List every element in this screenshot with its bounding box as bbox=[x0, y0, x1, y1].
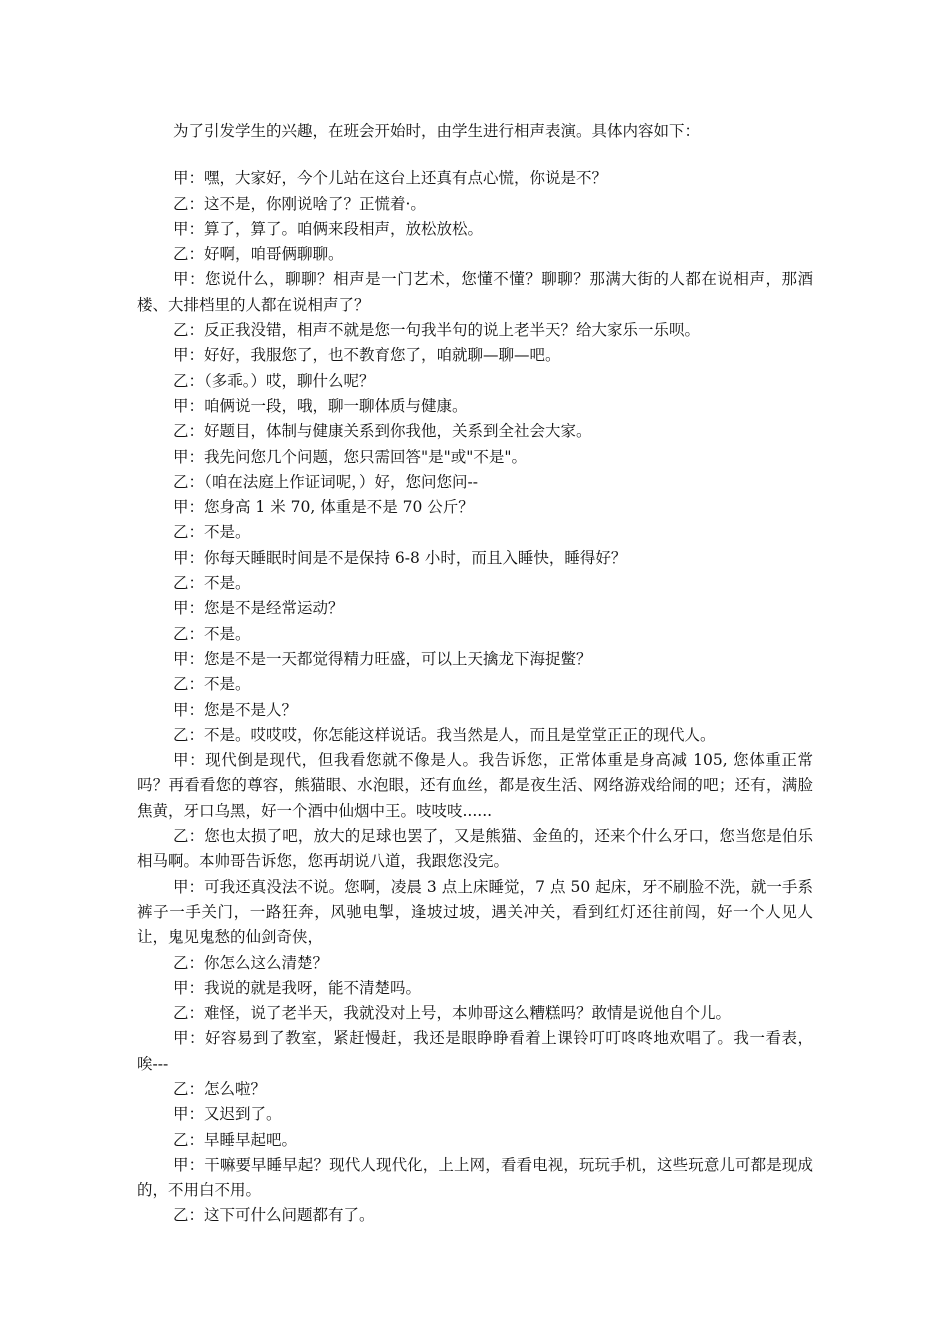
document-page bbox=[137, 119, 813, 1229]
dialogue-line: 甲：您是不是经常运动？ bbox=[173, 599, 344, 618]
dialogue-line: 乙：好题目，体制与健康关系到你我他，关系到全社会大家。 bbox=[173, 422, 592, 441]
dialogue-line: 乙：您也太损了吧，放大的足球也罢了，又是熊猫、金鱼的，还来个什么牙口，您当您是伯乐相马啊。本帅哥告诉您，您再胡说八道，我跟您没完。 bbox=[137, 827, 813, 871]
dialogue-line: 乙：好啊，咱哥俩聊聊。 bbox=[173, 245, 344, 264]
dialogue-line: 乙：难怪，说了老半天，我就没对上号，本帅哥这么糟糕吗？敢情是说他自个儿。 bbox=[173, 1004, 732, 1023]
dialogue-line: 乙：反正我没错，相声不就是您一句我半句的说上老半天？给大家乐一乐呗。 bbox=[173, 321, 701, 340]
dialogue-line: 乙：这下可什么问题都有了。 bbox=[173, 1206, 375, 1225]
dialogue-line: 甲：算了，算了。咱俩来段相声，放松放松。 bbox=[173, 219, 484, 238]
dialogue-line: 甲：咱俩说一段，哦，聊一聊体质与健康。 bbox=[173, 396, 468, 415]
dialogue-line: 乙：不是。 bbox=[173, 523, 251, 542]
dialogue-line: 乙：不是。 bbox=[173, 624, 251, 643]
dialogue-line: 甲：好容易到了教室，紧赶慢赶，我还是眼睁睁看着上课铃叮叮咚咚地欢唱了。我一看表，唉--- bbox=[137, 1029, 813, 1073]
dialogue-line: 甲：您是不是一天都觉得精力旺盛，可以上天擒龙下海捉鳖？ bbox=[173, 649, 592, 668]
dialogue-line: 甲：现代倒是现代，但我看您就不像是人。我告诉您，正常体重是身高减 105, 您体重正常吗？再看看您的尊容，熊猫眼、水泡眼，还有血丝，都是夜生活、网络游戏给闹的吧；还有，满脸焦黄，牙口乌黑，好一个酒中仙烟中王。吱吱吱...... bbox=[137, 751, 813, 820]
dialogue-line: 甲：您说什么，聊聊？相声是一门艺术，您懂不懂？聊聊？那满大街的人都在说相声，那酒楼、大排档里的人都在说相声了？ bbox=[137, 270, 813, 314]
dialogue-line: 乙：（咱在法庭上作证词呢，）好，您问您问-- bbox=[173, 472, 478, 491]
intro-paragraph: 为了引发学生的兴趣，在班会开始时，由学生进行相声表演。具体内容如下： bbox=[173, 122, 701, 140]
dialogue-line: 乙：（多乖。）哎，聊什么呢？ bbox=[173, 371, 375, 390]
dialogue-line: 甲：干嘛要早睡早起？现代人现代化，上上网，看看电视，玩玩手机，这些玩意儿可都是现成的，不用白不用。 bbox=[137, 1155, 813, 1200]
dialogue-line: 甲：您身高 1 米 70, 体重是不是 70 公斤？ bbox=[173, 498, 474, 517]
dialogue-line: 甲：好好，我服您了，也不教育您了，咱就聊—聊—吧。 bbox=[173, 346, 561, 365]
dialogue-line: 乙：你怎么这么清楚？ bbox=[173, 953, 329, 972]
dialogue-line: 乙：这不是，你刚说啥了？正慌着·。 bbox=[173, 194, 426, 213]
dialogue-line: 乙：不是。哎哎哎，你怎能这样说话。我当然是人，而且是堂堂正正的现代人。 bbox=[173, 725, 716, 744]
dialogue-line: 乙：不是。 bbox=[173, 574, 251, 593]
dialogue-body bbox=[137, 166, 813, 1228]
dialogue-line: 甲：嘿，大家好，今个儿站在这台上还真有点心慌，你说是不？ bbox=[173, 169, 608, 188]
dialogue-line: 乙：怎么啦？ bbox=[173, 1079, 267, 1098]
dialogue-line: 甲：我先问您几个问题，您只需回答"是"或"不是"。 bbox=[173, 447, 528, 466]
dialogue-line: 乙：不是。 bbox=[173, 675, 251, 694]
dialogue-line: 甲：您是不是人？ bbox=[173, 700, 298, 719]
dialogue-line: 甲：又迟到了。 bbox=[173, 1105, 282, 1124]
dialogue-line: 甲：你每天睡眠时间是不是保持 6-8 小时，而且入睡快，睡得好？ bbox=[173, 548, 627, 567]
dialogue-line: 甲：可我还真没法不说。您啊，凌晨 3 点上床睡觉，7 点 50 起床，牙不刷脸不洗，就一手系裤子一手关门，一路狂奔，风驰电掣，逢坡过坡，遇关冲关，看到红灯还往前闯，好一个人见人让，鬼见鬼愁的仙剑奇侠， bbox=[137, 877, 813, 947]
dialogue-line: 甲：我说的就是我呀，能不清楚吗。 bbox=[173, 978, 422, 997]
dialogue-line: 乙：早睡早起吧。 bbox=[173, 1130, 298, 1149]
